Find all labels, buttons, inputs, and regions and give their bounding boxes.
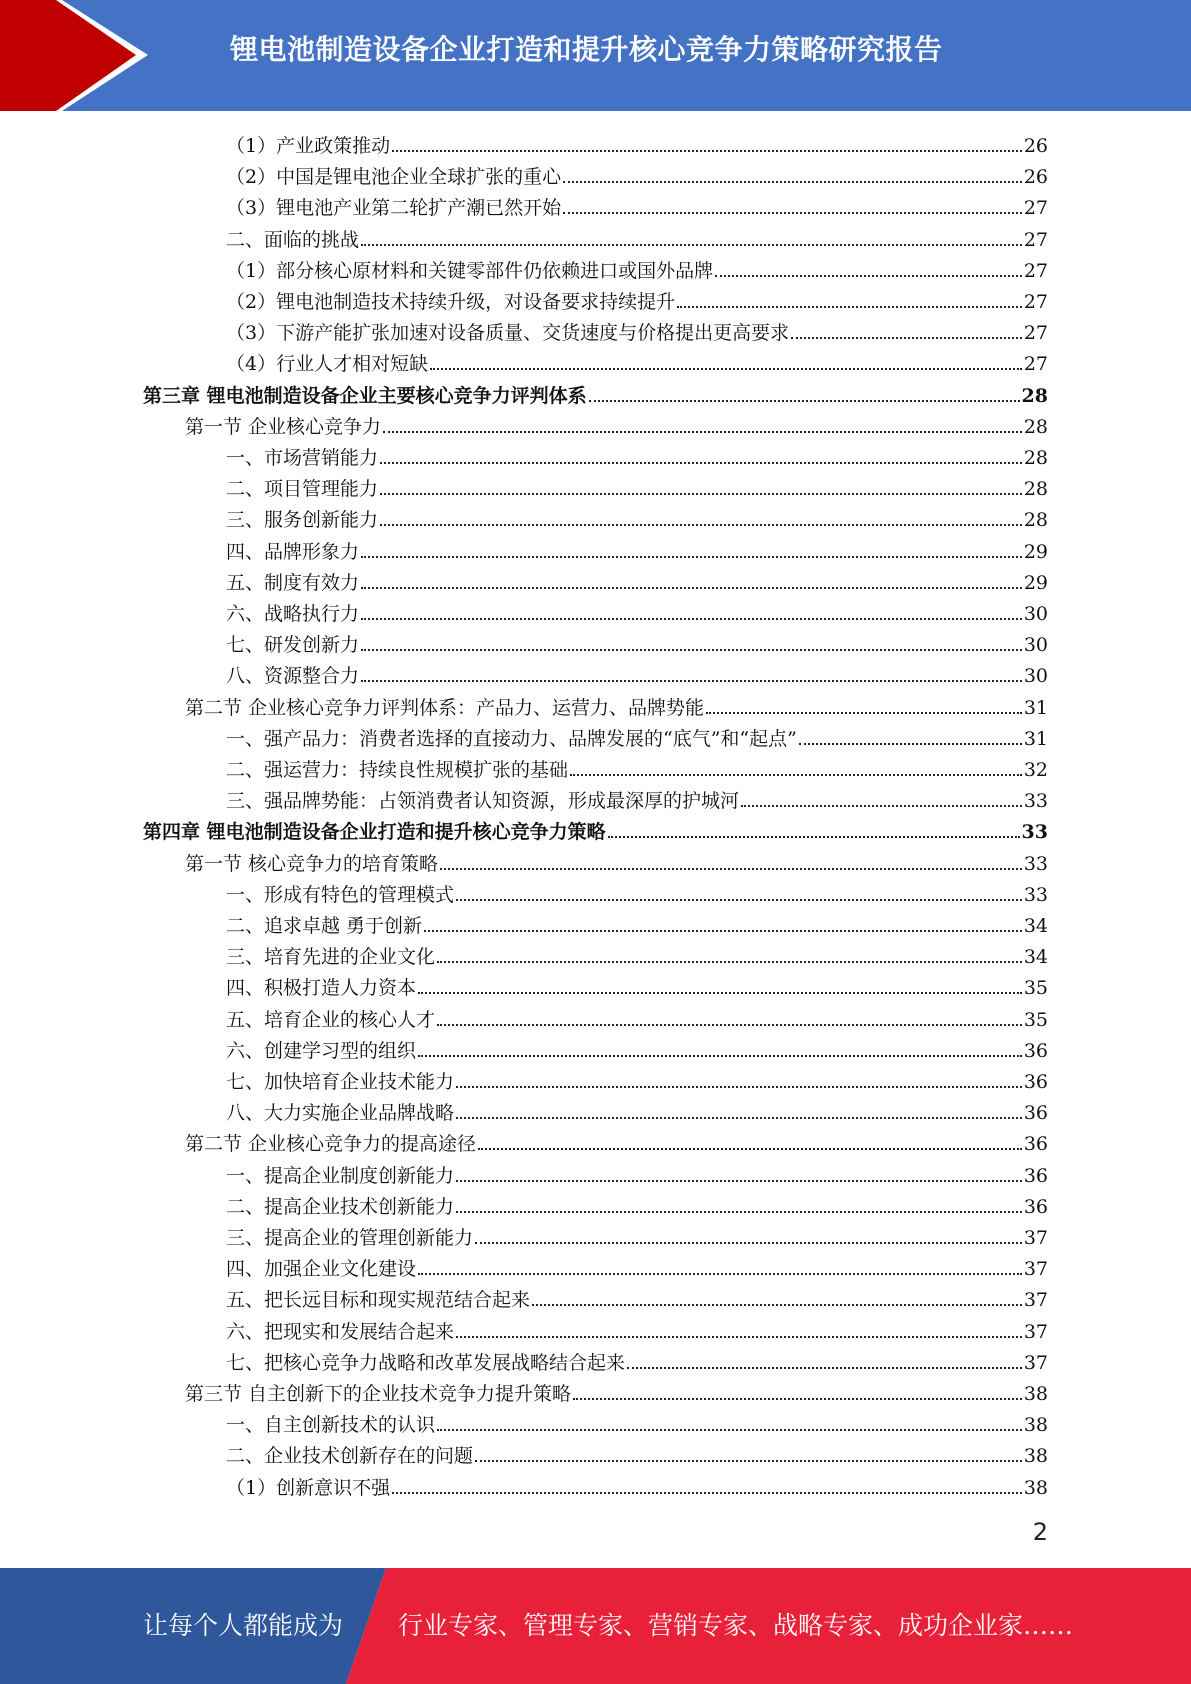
toc-dot-leader	[456, 1179, 1022, 1182]
toc-entry-title: 三、强品牌势能：占领消费者认知资源，形成最深厚的护城河	[226, 790, 740, 813]
toc-entry[interactable]	[226, 189, 1048, 220]
toc-entry-page: 33	[1023, 790, 1048, 813]
toc-dot-leader	[589, 399, 1020, 402]
toc-entry[interactable]	[226, 127, 1048, 158]
toc-entry[interactable]	[226, 751, 1048, 782]
toc-entry-page: 38	[1023, 1476, 1048, 1499]
toc-entry-title: 七、把核心竞争力战略和改革发展战略结合起来	[226, 1351, 626, 1374]
toc-dot-leader	[440, 867, 1022, 870]
toc-entry-page: 32	[1023, 759, 1048, 781]
toc-dot-leader	[741, 804, 1022, 807]
toc-entry-title: 一、强产品力：消费者选择的直接动力、品牌发展的“底气”和“起点”	[226, 727, 797, 750]
header-arrow-shape	[0, 0, 160, 111]
toc-entry[interactable]	[226, 1344, 1048, 1375]
toc-entry-title: 二、提高企业技术创新能力	[226, 1195, 455, 1218]
toc-dot-leader	[456, 1210, 1022, 1213]
footer-slogan-right: 行业专家、管理专家、营销专家、战略专家、成功企业家……	[398, 1611, 1074, 1640]
footer-slogan-left: 让每个人都能成为	[143, 1611, 344, 1640]
toc-entry[interactable]	[226, 1437, 1048, 1468]
toc-entry-title: 八、资源整合力	[226, 665, 360, 688]
toc-entry-title: （1）部分核心原材料和关键零部件仍依赖进口或国外品牌	[226, 259, 714, 282]
toc-entry-title: 三、培育先进的企业文化	[226, 946, 436, 969]
toc-entry[interactable]	[226, 595, 1048, 626]
toc-dot-leader	[361, 555, 1022, 558]
toc-dot-leader	[361, 243, 1022, 246]
toc-entry-title: 七、加快培育企业技术能力	[226, 1071, 455, 1093]
toc-entry[interactable]	[143, 377, 1048, 408]
toc-entry[interactable]	[143, 813, 1048, 844]
toc-entry[interactable]	[226, 1219, 1048, 1250]
toc-entry-page: 38	[1023, 1414, 1048, 1437]
toc-entry-page: 37	[1023, 1320, 1048, 1343]
toc-dot-leader	[563, 180, 1022, 183]
toc-dot-leader	[715, 274, 1022, 277]
toc-entry[interactable]	[226, 252, 1048, 283]
toc-entry-title: 一、形成有特色的管理模式	[226, 883, 455, 906]
toc-dot-leader	[532, 1303, 1022, 1306]
toc-entry-title: 六、创建学习型的组织	[226, 1039, 417, 1062]
toc-entry-title: 第一节 核心竞争力的培育策略	[185, 852, 439, 875]
toc-dot-leader	[361, 617, 1022, 620]
toc-dot-leader	[361, 679, 1022, 682]
toc-entry-page: 36	[1023, 1039, 1048, 1062]
toc-dot-leader	[437, 960, 1022, 963]
toc-entry-title: 二、强运营力：持续良性规模扩张的基础	[226, 759, 569, 781]
toc-entry[interactable]	[226, 1313, 1048, 1344]
toc-entry-page: 31	[1023, 727, 1048, 750]
toc-entry-title: 六、把现实和发展结合起来	[226, 1320, 455, 1343]
toc-dot-leader	[677, 305, 1022, 308]
toc-entry-page: 36	[1023, 1071, 1048, 1093]
toc-entry[interactable]	[226, 907, 1048, 938]
toc-entry-page: 38	[1023, 1383, 1048, 1405]
toc-entry[interactable]	[185, 1125, 1048, 1156]
toc-entry-page: 38	[1023, 1445, 1048, 1468]
toc-dot-leader	[418, 1272, 1022, 1275]
toc-entry-page: 36	[1023, 1195, 1048, 1218]
toc-dot-leader	[608, 835, 1020, 838]
toc-entry-page: 27	[1023, 291, 1048, 313]
toc-entry[interactable]	[226, 876, 1048, 907]
toc-dot-leader	[380, 492, 1022, 495]
toc-entry-page: 33	[1023, 883, 1048, 906]
toc-dot-leader	[392, 1491, 1022, 1494]
toc-dot-leader	[627, 1366, 1022, 1369]
toc-entry-page: 30	[1023, 603, 1048, 625]
toc-entry[interactable]	[226, 345, 1048, 376]
toc-entry-page: 36	[1023, 1133, 1048, 1156]
toc-entry-title: （1）创新意识不强	[226, 1476, 391, 1499]
toc-entry-page: 36	[1023, 1164, 1048, 1187]
toc-entry-title: 二、面临的挑战	[226, 228, 360, 251]
toc-dot-leader	[437, 1023, 1022, 1026]
toc-entry-page: 37	[1023, 1258, 1048, 1281]
toc-dot-leader	[424, 929, 1022, 932]
toc-entry[interactable]	[226, 314, 1048, 345]
toc-entry-title: 四、加强企业文化建设	[226, 1258, 417, 1281]
toc-entry-title: 八、大力实施企业品牌战略	[226, 1102, 455, 1125]
toc-entry[interactable]	[226, 1094, 1048, 1125]
toc-dot-leader	[799, 742, 1022, 745]
toc-entry-title: 六、战略执行力	[226, 603, 360, 625]
toc-dot-leader	[380, 523, 1022, 526]
page-header	[0, 0, 1191, 111]
toc-entry-title: 第二节 企业核心竞争力评判体系：产品力、运营力、品牌势能	[185, 696, 705, 719]
toc-entry-page: 29	[1023, 540, 1048, 563]
toc-entry-title: 二、追求卓越 勇于创新	[226, 915, 423, 937]
toc-dot-leader	[456, 898, 1022, 901]
toc-entry-title: 第三节 自主创新下的企业技术竞争力提升策略	[185, 1383, 572, 1405]
toc-entry-page: 33	[1021, 821, 1048, 844]
toc-entry[interactable]	[226, 1406, 1048, 1437]
toc-entry-title: （4）行业人才相对短缺	[226, 353, 429, 376]
toc-dot-leader	[456, 1085, 1022, 1088]
toc-entry-title: 三、服务创新能力	[226, 509, 379, 532]
toc-entry-title: （2）锂电池制造技术持续升级，对设备要求持续提升	[226, 291, 676, 313]
toc-entry-title: （3）锂电池产业第二轮扩产潮已然开始	[226, 197, 562, 220]
toc-entry-title: 一、自主创新技术的认识	[226, 1414, 436, 1437]
toc-entry-page: 30	[1023, 634, 1048, 657]
page-footer	[0, 1568, 1191, 1684]
toc-entry-title: 三、提高企业的管理创新能力	[226, 1227, 474, 1249]
toc-entry[interactable]	[226, 470, 1048, 501]
toc-entry-page: 27	[1023, 228, 1048, 251]
toc-entry[interactable]	[226, 158, 1048, 189]
toc-entry[interactable]	[185, 408, 1048, 439]
toc-entry-title: 第一节 企业核心竞争力	[185, 415, 382, 438]
toc-entry-title: 一、市场营销能力	[226, 447, 379, 469]
toc-entry-title: 第四章 锂电池制造设备企业打造和提升核心竞争力策略	[143, 821, 606, 844]
toc-entry-page: 33	[1023, 852, 1048, 875]
toc-dot-leader	[361, 648, 1022, 651]
toc-entry-page: 29	[1023, 571, 1048, 594]
toc-dot-leader	[570, 773, 1022, 776]
toc-entry[interactable]	[226, 221, 1048, 252]
toc-entry[interactable]	[226, 1250, 1048, 1281]
toc-entry-page: 26	[1023, 135, 1048, 157]
toc-entry[interactable]	[226, 1188, 1048, 1219]
toc-dot-leader	[437, 1428, 1022, 1431]
toc-dot-leader	[706, 711, 1022, 714]
toc-entry[interactable]	[226, 439, 1048, 470]
toc-entry[interactable]	[226, 782, 1048, 813]
toc-entry-page: 36	[1023, 1102, 1048, 1125]
toc-dot-leader	[563, 211, 1022, 214]
toc-dot-leader	[383, 430, 1022, 433]
toc-dot-leader	[456, 1116, 1022, 1119]
toc-entry-title: 第三章 锂电池制造设备企业主要核心竞争力评判体系	[143, 384, 587, 407]
toc-entry-title: 五、培育企业的核心人才	[226, 1008, 436, 1031]
toc-entry[interactable]	[226, 969, 1048, 1000]
toc-entry[interactable]	[226, 626, 1048, 657]
toc-entry-page: 35	[1023, 1008, 1048, 1031]
toc-dot-leader	[791, 336, 1022, 339]
toc-entry[interactable]	[226, 720, 1048, 751]
toc-entry-page: 28	[1021, 384, 1048, 407]
toc-dot-leader	[418, 1054, 1022, 1057]
toc-entry[interactable]	[226, 564, 1048, 595]
toc-entry-page: 28	[1023, 447, 1048, 469]
toc-dot-leader	[475, 1241, 1022, 1244]
toc-entry-page: 28	[1023, 478, 1048, 501]
toc-entry-page: 28	[1023, 509, 1048, 532]
toc-entry-page: 37	[1023, 1227, 1048, 1249]
toc-entry-page: 34	[1023, 915, 1048, 937]
toc-entry-title: 二、企业技术创新存在的问题	[226, 1445, 474, 1468]
toc-entry-title: （2）中国是锂电池企业全球扩张的重心	[226, 166, 562, 189]
toc-entry-page: 28	[1023, 415, 1048, 438]
toc-entry[interactable]	[226, 1063, 1048, 1094]
toc-entry-title: 一、提高企业制度创新能力	[226, 1164, 455, 1187]
toc-entry-title: 四、积极打造人力资本	[226, 977, 417, 1000]
toc-entry-page: 27	[1023, 353, 1048, 376]
toc-entry-title: 二、项目管理能力	[226, 478, 379, 501]
toc-entry-page: 37	[1023, 1289, 1048, 1312]
toc-dot-leader	[573, 1397, 1022, 1400]
toc-entry-title: 五、制度有效力	[226, 571, 360, 594]
toc-entry-title: （3）下游产能扩张加速对设备质量、交货速度与价格提出更高要求	[226, 322, 790, 345]
toc-entry[interactable]	[226, 938, 1048, 969]
toc-entry-title: 第二节 企业核心竞争力的提高途径	[185, 1133, 477, 1156]
toc-entry-page: 30	[1023, 665, 1048, 688]
toc-dot-leader	[475, 1459, 1022, 1462]
toc-dot-leader	[456, 1335, 1022, 1338]
toc-entry-page: 27	[1023, 197, 1048, 220]
toc-entry-title: 七、研发创新力	[226, 634, 360, 657]
toc-entry[interactable]	[226, 1001, 1048, 1032]
toc-entry[interactable]	[185, 689, 1048, 720]
toc-entry-page: 34	[1023, 946, 1048, 969]
toc-entry-title: 五、把长远目标和现实规范结合起来	[226, 1289, 531, 1312]
toc-entry[interactable]	[226, 533, 1048, 564]
toc-dot-leader	[380, 461, 1022, 464]
toc-dot-leader	[392, 149, 1022, 152]
toc-entry[interactable]	[185, 845, 1048, 876]
toc-entry-page: 26	[1023, 166, 1048, 189]
toc-entry-page: 35	[1023, 977, 1048, 1000]
toc-entry[interactable]	[226, 1032, 1048, 1063]
toc-entry[interactable]	[226, 1469, 1048, 1500]
report-title: 锂电池制造设备企业打造和提升核心竞争力策略研究报告	[230, 33, 943, 66]
toc-dot-leader	[361, 586, 1022, 589]
toc-entry-page: 31	[1023, 696, 1048, 719]
toc-entry[interactable]	[185, 1375, 1048, 1406]
page-number: 2	[1032, 1518, 1048, 1546]
toc-entry-title: （1）产业政策推动	[226, 135, 391, 157]
toc-entry-page: 27	[1023, 259, 1048, 282]
toc-entry[interactable]	[226, 1281, 1048, 1312]
toc-entry-title: 四、品牌形象力	[226, 540, 360, 563]
toc-dot-leader	[478, 1147, 1022, 1150]
toc-entry[interactable]	[226, 657, 1048, 688]
toc-dot-leader	[418, 991, 1022, 994]
toc-entry[interactable]	[226, 501, 1048, 532]
toc-entry[interactable]	[226, 1157, 1048, 1188]
toc-entry-page: 37	[1023, 1351, 1048, 1374]
toc-entry[interactable]	[226, 283, 1048, 314]
toc-dot-leader	[430, 367, 1022, 370]
toc-entry-page: 27	[1023, 322, 1048, 345]
